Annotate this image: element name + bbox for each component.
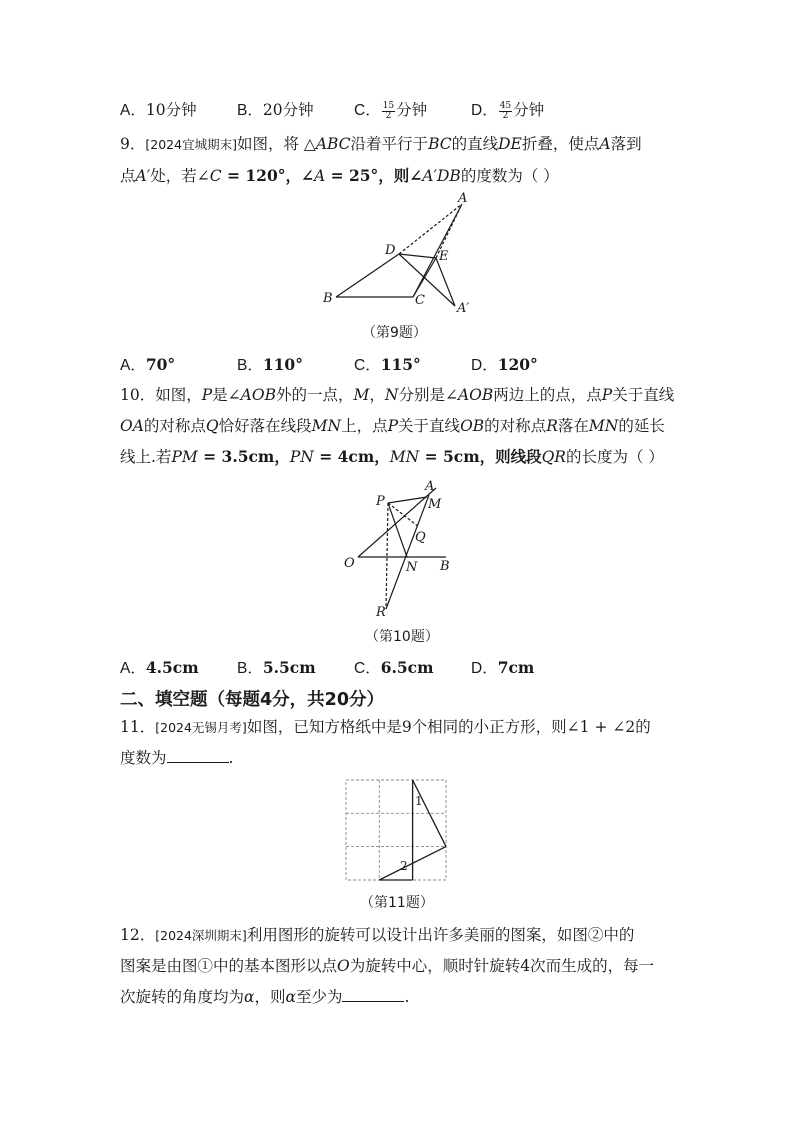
point-label-o: O (344, 556, 355, 571)
segment-de (399, 254, 436, 258)
point-label-n: N (406, 560, 418, 575)
q9-source: [2024宜城期末] (145, 137, 237, 152)
q10-figure (340, 478, 465, 620)
q9-stem-line1: 9．[2024宜城期末]如图，将 △ABC沿着平行于BC的直线DE折叠，使点A落到 (120, 135, 642, 153)
segment-ea-prime (436, 258, 455, 306)
q8-option-d[interactable]: D． $\frac{45}{2}$ 分钟 (471, 100, 545, 121)
point-label-m: M (428, 497, 442, 512)
q11-caption: （第11题） (360, 895, 434, 911)
ray-oa (358, 488, 436, 557)
q9-caption: （第9题） (362, 325, 427, 341)
q10-option-b[interactable]: B．5.5cm (237, 658, 316, 677)
answer-blank[interactable] (167, 748, 229, 763)
point-label-a: A (458, 191, 468, 206)
q11-stem-line1: 11．[2024无锡月考]如图，已知方格纸中是9个相同的小正方形，则∠1 + ∠2的 (120, 718, 651, 736)
answer-blank[interactable] (342, 987, 404, 1002)
point-label-d: D (385, 243, 396, 258)
q12-source: [2024深圳期末] (155, 928, 247, 943)
fraction: $\frac{45}{2}$ (499, 100, 512, 121)
point-label-r: R (376, 605, 386, 620)
grid-border (346, 780, 446, 880)
q10-stem-line2: OA的对称点Q恰好落在线段MN上，点P关于直线OB的对称点R落在MN的延长 (120, 417, 665, 435)
segment-ca-extended (413, 204, 462, 297)
q9-figure (315, 190, 485, 320)
section-title: 二、填空题（每题4分，共20分） (120, 690, 385, 710)
point-label-a-prime: A′ (457, 301, 470, 316)
segment-mr (386, 495, 429, 609)
q12-stem-line3: 次旋转的角度均为α，则α至少为 . (120, 988, 410, 1006)
point-label-c: C (415, 293, 425, 308)
q8-option-a[interactable]: A．10分钟 (120, 101, 197, 119)
q11-figure (345, 779, 449, 883)
point-label-q: Q (415, 530, 426, 545)
q9-option-a[interactable]: A．70° (120, 355, 176, 374)
segment-da-dashed (399, 204, 462, 254)
point-label-b: B (323, 291, 333, 306)
q11-stem-line2: 度数为 . (120, 749, 234, 767)
point-label-a: A (425, 479, 435, 494)
q11-source: [2024无锡月考] (155, 720, 247, 735)
q10-option-d[interactable]: D．7cm (471, 658, 535, 677)
point-label-p: P (376, 494, 385, 509)
q9-option-d[interactable]: D．120° (471, 355, 538, 374)
segment-pr-dashed (386, 503, 388, 609)
q10-option-c[interactable]: C．6.5cm (354, 658, 434, 677)
q9-option-c[interactable]: C．115° (354, 355, 421, 374)
q12-stem-line2: 图案是由图①中的基本图形以点O为旋转中心，顺时针旋转4次而生成的，每一 (120, 957, 655, 975)
point-label-e: E (439, 249, 449, 264)
q9-option-b[interactable]: B．110° (237, 355, 303, 374)
fraction: $\frac{15}{2}$ (382, 100, 395, 121)
angle-label-1: 1 (415, 794, 423, 808)
q8-option-c[interactable]: C． $\frac{15}{2}$ 分钟 (354, 100, 428, 121)
q9-stem-line2: 点A′处，若∠C = 120°，∠A = 25°，则∠A′DB的度数为（ ） (120, 166, 559, 185)
q12-stem-line1: 12．[2024深圳期末]利用图形的旋转可以设计出许多美丽的图案，如图②中的 (120, 926, 635, 944)
angle-label-2: 2 (400, 859, 408, 873)
q10-stem-line3: 线上.若PM = 3.5cm，PN = 4cm，MN = 5cm，则线段QR的长度为（ ） (120, 447, 664, 466)
segment-pm (388, 497, 427, 503)
q10-caption: （第10题） (365, 629, 439, 645)
segment-bd (336, 254, 399, 297)
q10-stem-line1: 10．如图，P是∠AOB外的一点，M，N分别是∠AOB两边上的点，点P关于直线 (120, 386, 675, 404)
q8-option-b[interactable]: B．20分钟 (237, 101, 314, 119)
q10-option-a[interactable]: A．4.5cm (120, 658, 199, 677)
point-label-b: B (440, 559, 450, 574)
